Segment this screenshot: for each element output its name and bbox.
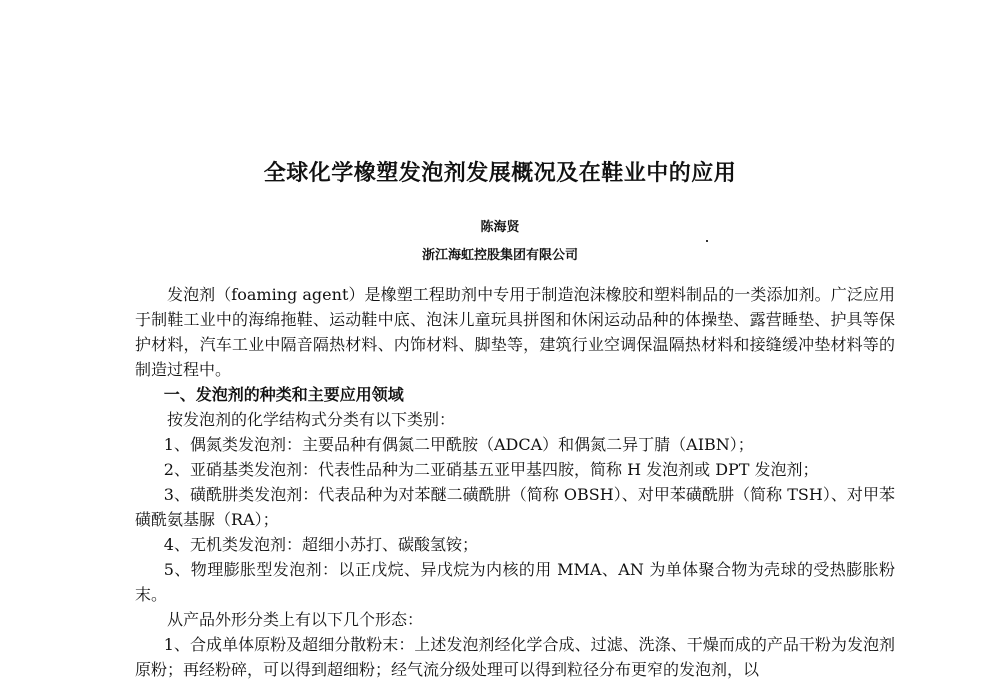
classify-form-text: 从产品外形分类上有以下几个形态： bbox=[167, 610, 424, 629]
intro-paragraph: 发泡剂（foaming agent）是橡塑工程助剂中专用于制造泡沫橡胶和塑料制品的一类添加剂。广泛应用于制鞋工业中的海绵拖鞋、运动鞋中底、泡沫儿童玩具拼图和休闲运动品种的体操垫、露营睡垫、护具等保护材料，汽车工业中隔音隔热材料、内饰材料、脚垫等，建筑行业空调保温隔热材料和接缝缓冲垫材料等的制造过程中。 bbox=[135, 285, 895, 379]
list-item: 3、磺酰肼类发泡剂：代表品种为对苯醚二磺酰肼（简称 OBSH）、对甲苯磺酰肼（简称 TSH）、对甲苯磺酰氨基脲（RA）； bbox=[135, 485, 895, 529]
author-name: 陈海贤 bbox=[480, 220, 520, 235]
list-item: 4、无机类发泡剂：超细小苏打、碳酸氢铵； bbox=[163, 535, 478, 554]
author-affiliation: 浙江海虹控股集团有限公司 bbox=[421, 248, 578, 263]
list-item: 5、物理膨胀型发泡剂：以正戊烷、异戊烷为内核的用 MMA、AN 为单体聚合物为壳球的受热膨胀粉末。 bbox=[135, 560, 895, 604]
classify-chemical-text: 按发泡剂的化学结构式分类有以下类别： bbox=[167, 410, 456, 429]
section-heading: 一、发泡剂的种类和主要应用领域 bbox=[163, 385, 404, 404]
list-item: 1、偶氮类发泡剂：主要品种有偶氮二甲酰胺（ADCA）和偶氮二异丁腈（AIBN）； bbox=[163, 435, 754, 454]
paper-title: 全球化学橡塑发泡剂发展概况及在鞋业中的应用 bbox=[263, 161, 737, 186]
scan-speck bbox=[706, 240, 708, 242]
paper-body bbox=[135, 282, 895, 682]
form-list-item: 1、合成单体原粉及超细分散粉末：上述发泡剂经化学合成、过滤、洗涤、干燥而成的产品干粉为发泡剂原粉；再经粉碎，可以得到超细粉；经气流分级处理可以得到粒径分布更窄的发泡剂，以 bbox=[135, 635, 895, 679]
list-item: 2、亚硝基类发泡剂：代表性品种为二亚硝基五亚甲基四胺，简称 H 发泡剂或 DPT 发泡剂； bbox=[163, 460, 819, 479]
